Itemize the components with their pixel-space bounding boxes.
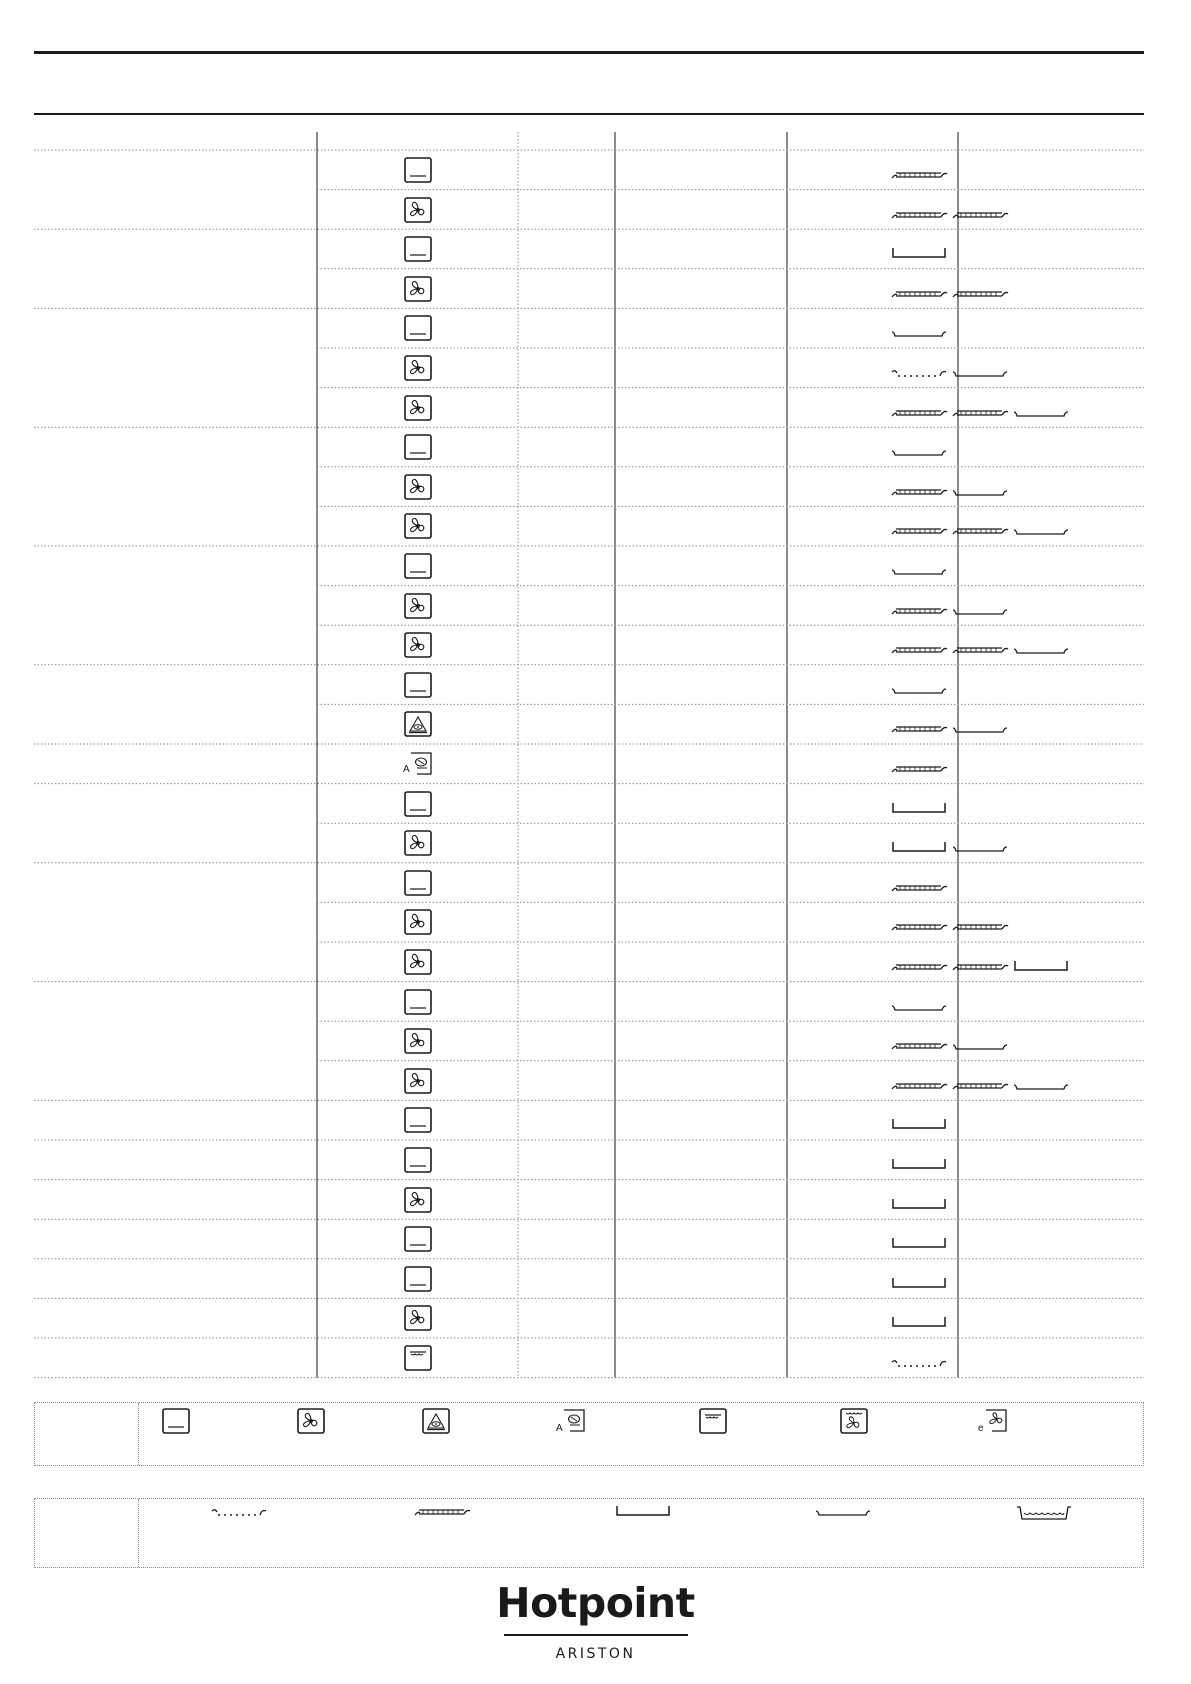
shallow-tray-icon (952, 366, 1010, 380)
table-row (34, 269, 1144, 309)
grill-rack-icon (891, 287, 949, 301)
grill-rack-icon (891, 960, 949, 974)
conventional-oven-icon (403, 552, 433, 580)
table-row (34, 982, 1144, 1022)
shallow-tray-icon (952, 604, 1010, 618)
brand-subtitle: ARISTON (555, 1646, 636, 1662)
conventional-oven-icon (403, 790, 433, 818)
defrost-mode-icon: A (403, 750, 433, 778)
fan-oven-icon (403, 354, 433, 382)
shallow-tray-icon (891, 326, 949, 340)
legend-icon-letter: A (556, 1423, 563, 1434)
grill-rack-icon (891, 762, 949, 776)
baking-tray-icon (891, 841, 949, 855)
table-row (34, 863, 1144, 903)
grill-rack-icon (891, 881, 949, 895)
table-row (34, 1100, 1144, 1140)
grill-rack-icon (952, 524, 1010, 538)
drip-tray-water-icon (1016, 1505, 1074, 1523)
table-row (34, 586, 1144, 626)
table-row (34, 902, 1144, 942)
grill-rack-icon (891, 604, 949, 618)
fan-oven-icon (403, 196, 433, 224)
shallow-tray-icon (952, 485, 1010, 499)
table-row (34, 1180, 1144, 1220)
table-row (34, 625, 1144, 665)
shallow-tray-icon (952, 1039, 1010, 1053)
table-row (34, 348, 1144, 388)
grill-rack-icon (891, 524, 949, 538)
fan-oven-icon (403, 829, 433, 857)
shallow-tray-icon (1013, 406, 1071, 420)
conventional-oven-icon (403, 671, 433, 699)
fan-oven-icon (403, 1067, 433, 1095)
baking-tray-icon (615, 1505, 673, 1519)
table-row (34, 665, 1144, 705)
fan-oven-icon (403, 394, 433, 422)
baking-tray-icon (891, 1316, 949, 1330)
conventional-oven-icon (403, 235, 433, 263)
table-row (34, 546, 1144, 586)
baking-tray-icon (891, 1158, 949, 1172)
eco-fan-icon (978, 1407, 1008, 1435)
shallow-tray-icon (891, 564, 949, 578)
conventional-oven-icon (403, 1146, 433, 1174)
shelf-guides-icon (211, 1505, 269, 1519)
shelf-guides-icon (891, 1356, 949, 1370)
table-row (34, 1061, 1144, 1101)
fan-oven-icon (403, 1304, 433, 1332)
shallow-tray-icon (1013, 524, 1071, 538)
shelf-guides-icon (891, 366, 949, 380)
fan-oven-icon (403, 275, 433, 303)
table-row (34, 942, 1144, 982)
grill-rack-icon (891, 485, 949, 499)
turbo-grill-icon (839, 1407, 869, 1435)
baking-tray-icon (891, 247, 949, 261)
conventional-oven-icon (403, 1106, 433, 1134)
conventional-oven-icon (403, 433, 433, 461)
pizza-mode-icon (403, 710, 433, 738)
grill-rack-icon (891, 168, 949, 182)
fan-oven-icon (403, 592, 433, 620)
grill-rack-icon (952, 1079, 1010, 1093)
brand-name: Hotpoint (496, 1579, 695, 1627)
table-row (34, 467, 1144, 507)
table-row (34, 190, 1144, 230)
brand-logo (0, 1579, 1191, 1662)
grill-rack-icon (891, 1039, 949, 1053)
conventional-oven-icon (403, 988, 433, 1016)
table-row (34, 1219, 1144, 1259)
defrost-mode-icon (556, 1407, 586, 1435)
top-rule (34, 51, 1144, 54)
table-row (34, 1338, 1144, 1378)
table-row (34, 744, 1144, 784)
shallow-tray-icon (891, 683, 949, 697)
conventional-oven-icon (403, 156, 433, 184)
conventional-oven-icon (403, 869, 433, 897)
fan-oven-icon (403, 1186, 433, 1214)
table-row (34, 308, 1144, 348)
baking-tray-icon (891, 1118, 949, 1132)
grill-rack-icon (891, 1079, 949, 1093)
header-rule (34, 113, 1144, 115)
table-row (34, 427, 1144, 467)
pizza-mode-icon (421, 1407, 451, 1435)
shallow-tray-icon (952, 722, 1010, 736)
shallow-tray-icon (952, 841, 1010, 855)
table-row (34, 823, 1144, 863)
baking-tray-icon (891, 1277, 949, 1291)
conventional-oven-icon (403, 1265, 433, 1293)
table-row (34, 1140, 1144, 1180)
fan-oven-icon (403, 908, 433, 936)
legend-icon-letter: e (978, 1423, 984, 1434)
table-row (34, 1021, 1144, 1061)
table-row (34, 506, 1144, 546)
shallow-tray-icon (891, 1000, 949, 1014)
conventional-oven-icon (161, 1407, 191, 1435)
grill-mode-icon (698, 1407, 728, 1435)
shallow-tray-icon (815, 1505, 873, 1519)
grill-rack-icon (952, 287, 1010, 301)
grill-rack-icon (952, 920, 1010, 934)
legend-divider (138, 1499, 139, 1567)
shallow-tray-icon (1013, 1079, 1071, 1093)
fan-oven-icon (403, 1027, 433, 1055)
grill-rack-icon (952, 960, 1010, 974)
grill-mode-icon (403, 1344, 433, 1372)
fan-oven-icon (296, 1407, 326, 1435)
grill-rack-icon (952, 406, 1010, 420)
baking-tray-icon (891, 1237, 949, 1251)
fan-oven-icon (403, 948, 433, 976)
table-row (34, 784, 1144, 824)
grill-rack-icon (952, 643, 1010, 657)
table-row (34, 388, 1144, 428)
conventional-oven-icon (403, 1225, 433, 1253)
table-row (34, 229, 1144, 269)
baking-tray-icon (891, 1198, 949, 1212)
grill-rack-icon (952, 208, 1010, 222)
grill-rack-icon (891, 722, 949, 736)
baking-tray-icon (1013, 960, 1071, 974)
cooking-table (34, 132, 1144, 1382)
grill-rack-icon (891, 920, 949, 934)
table-row (34, 1298, 1144, 1338)
conventional-oven-icon (403, 314, 433, 342)
grill-rack-icon (891, 208, 949, 222)
fan-oven-icon (403, 512, 433, 540)
fan-oven-icon (403, 473, 433, 501)
baking-tray-icon (891, 802, 949, 816)
table-row (34, 150, 1144, 190)
shallow-tray-icon (1013, 643, 1071, 657)
table-row (34, 704, 1144, 744)
fan-oven-icon (403, 631, 433, 659)
grill-rack-icon (414, 1505, 472, 1519)
grill-rack-icon (891, 643, 949, 657)
accessories-legend (34, 1498, 1144, 1568)
brand-underline (504, 1634, 688, 1636)
table-row (34, 1259, 1144, 1299)
grill-rack-icon (891, 406, 949, 420)
legend-divider (138, 1403, 139, 1465)
shallow-tray-icon (891, 445, 949, 459)
functions-legend (34, 1402, 1144, 1466)
